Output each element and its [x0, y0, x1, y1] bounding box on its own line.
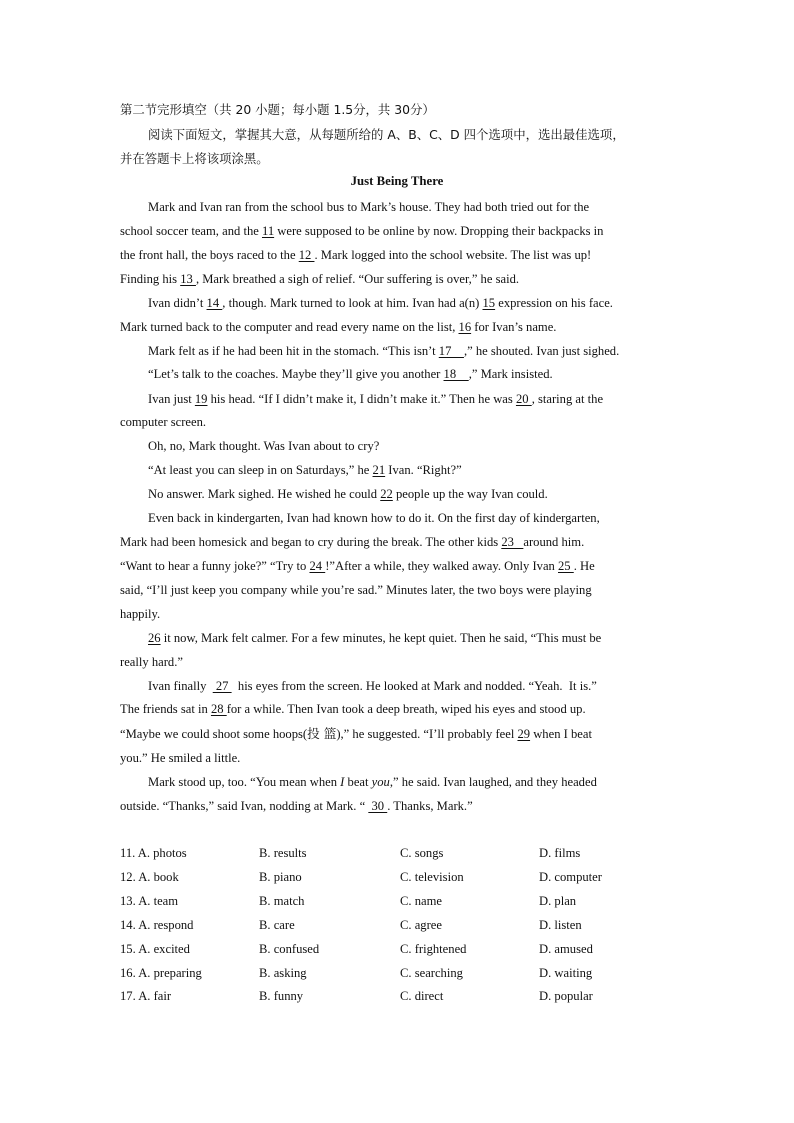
text: . Mark logged into the school website. The list was up! — [314, 248, 592, 262]
option-d: D. computer — [539, 870, 602, 884]
option-row-14 — [120, 918, 680, 934]
text: for Ivan’s name. — [471, 320, 557, 334]
option-d: D. films — [539, 846, 581, 860]
blank-25: 25 — [558, 559, 574, 573]
option-row-16 — [120, 966, 680, 982]
passage-line — [120, 701, 675, 717]
blank-12: 12 — [298, 248, 315, 262]
option-d: D. listen — [539, 918, 582, 932]
option-b: B. funny — [259, 989, 304, 1003]
option-d: D. plan — [539, 894, 577, 908]
blank-17: 17 — [438, 344, 464, 358]
text: his head. “If I didn’t make it, I didn’t make it.” Then he was — [207, 392, 516, 406]
passage-line — [120, 319, 675, 335]
passage-line — [148, 199, 675, 215]
passage-line — [148, 391, 675, 407]
blank-27: 27 — [212, 679, 232, 693]
blank-21: 21 — [372, 463, 386, 477]
passage-title: Just Being There — [350, 174, 444, 188]
passage-line — [148, 438, 675, 454]
option-a: 11. A. photos — [120, 846, 187, 860]
passage-line — [120, 798, 675, 814]
blank-20: 20 — [515, 392, 532, 406]
passage-line — [120, 606, 675, 622]
passage-line — [148, 510, 675, 526]
passage-line — [148, 343, 675, 359]
passage-line — [120, 582, 675, 598]
text: Ivan didn’t — [148, 296, 207, 310]
passage-line — [120, 414, 675, 430]
option-a: 15. A. excited — [120, 942, 190, 956]
option-row-17 — [120, 989, 680, 1005]
option-b: B. asking — [259, 966, 307, 980]
section-heading: 第二节完形填空（共 20 小题；每小题 1.5分，共 30分） — [120, 102, 435, 117]
text: . Thanks, Mark.” — [387, 799, 473, 813]
text: The friends sat in — [120, 702, 211, 716]
text: Oh, no, Mark thought. Was Ivan about to cry? — [148, 439, 380, 453]
text: !”After a while, they walked away. Only Ivan — [325, 559, 558, 573]
blank-11: 11 — [261, 224, 275, 238]
blank-29: 29 — [517, 727, 531, 741]
blank-26: 26 — [148, 631, 161, 645]
text: school soccer team, and the — [120, 224, 262, 238]
option-c: C. agree — [400, 918, 442, 932]
text: outside. “Thanks,” said Ivan, nodding at Mark. “ — [120, 799, 369, 813]
option-a: 12. A. book — [120, 870, 179, 884]
text: , though. Mark turned to look at him. Ivan had a(n) — [222, 296, 483, 310]
blank-22: 22 — [380, 487, 393, 501]
option-b: B. match — [259, 894, 305, 908]
text: Mark stood up, too. “You mean when — [148, 775, 341, 789]
blank-18: 18 — [443, 367, 469, 381]
instruction-line: 并在答题卡上将该项涂黑。 — [120, 151, 269, 166]
text: ,” he shouted. Ivan just sighed. — [463, 344, 620, 358]
chinese-gloss: 投 篮 — [307, 726, 337, 741]
passage-line — [120, 750, 675, 766]
passage-line — [148, 462, 675, 478]
option-b: B. results — [259, 846, 307, 860]
text: happily. — [120, 607, 161, 621]
emphasis: I — [340, 775, 345, 789]
option-row-11 — [120, 846, 680, 862]
passage-line — [148, 678, 675, 694]
option-d: D. popular — [539, 989, 593, 1003]
text: Ivan. “Right?” — [385, 463, 462, 477]
option-b: B. confused — [259, 942, 320, 956]
option-a: 17. A. fair — [120, 989, 172, 1003]
option-a: 14. A. respond — [120, 918, 194, 932]
option-d: D. waiting — [539, 966, 593, 980]
passage-line — [120, 534, 675, 550]
blank-14: 14 — [206, 296, 223, 310]
emphasis: you — [371, 775, 390, 789]
option-row-13 — [120, 894, 680, 910]
option-c: C. direct — [400, 989, 444, 1003]
text: beat — [344, 775, 372, 789]
blank-28: 28 — [210, 702, 227, 716]
passage-line — [148, 295, 675, 311]
text: ,” Mark insisted. — [468, 367, 553, 381]
option-d: D. amused — [539, 942, 593, 956]
text: Even back in kindergarten, Ivan had known how to do it. On the first day of kindergarten, — [148, 511, 600, 525]
passage-line — [120, 271, 675, 287]
text: the front hall, the boys raced to the — [120, 248, 299, 262]
text: Mark felt as if he had been hit in the stomach. “This isn’t — [148, 344, 439, 358]
text: Ivan just — [148, 392, 195, 406]
text: . He — [573, 559, 595, 573]
text: expression on his face. — [495, 296, 613, 310]
option-c: C. frightened — [400, 942, 467, 956]
text: said, “I’ll just keep you company while you’re sad.” Minutes later, the two boys were playing — [120, 583, 592, 597]
text: Mark turned back to the computer and read every name on the list, — [120, 320, 459, 334]
text: Mark had been homesick and began to cry during the break. The other kids — [120, 535, 502, 549]
blank-16: 16 — [458, 320, 472, 334]
text: computer screen. — [120, 415, 207, 429]
text: you.” He smiled a little. — [120, 751, 241, 765]
blank-24: 24 — [309, 559, 326, 573]
text: when I beat — [530, 727, 592, 741]
text: “Let’s talk to the coaches. Maybe they’ll give you another — [148, 367, 444, 381]
text: ),” he suggested. “I’ll probably feel — [336, 727, 518, 741]
text: ,” he said. Ivan laughed, and they headed — [389, 775, 597, 789]
passage-line — [120, 726, 675, 742]
text: for a while. Then Ivan took a deep breath, wiped his eyes and stood up. — [226, 702, 586, 716]
text: really hard.” — [120, 655, 183, 669]
passage-line — [120, 654, 675, 670]
passage-line — [120, 223, 675, 239]
blank-30: 30 — [368, 799, 388, 813]
passage-line — [148, 486, 675, 502]
text: it now, Mark felt calmer. For a few minutes, he kept quiet. Then he said, “This must be — [160, 631, 602, 645]
passage-line — [120, 558, 675, 574]
text: “Want to hear a funny joke?” “Try to — [120, 559, 310, 573]
passage-line — [148, 774, 675, 790]
blank-23: 23 — [501, 535, 524, 549]
blank-15: 15 — [482, 296, 496, 310]
text: Ivan finally — [148, 679, 213, 693]
option-c: C. songs — [400, 846, 444, 860]
text: Finding his — [120, 272, 181, 286]
option-b: B. piano — [259, 870, 302, 884]
text: , Mark breathed a sigh of relief. “Our suffering is over,” he said. — [195, 272, 520, 286]
blank-13: 13 — [180, 272, 196, 286]
text: people up the way Ivan could. — [392, 487, 548, 501]
text: were supposed to be online by now. Dropping their backpacks in — [274, 224, 604, 238]
option-row-15 — [120, 942, 680, 958]
text: No answer. Mark sighed. He wished he could — [148, 487, 381, 501]
text: Mark and Ivan ran from the school bus to Mark’s house. They had both tried out for the — [148, 200, 590, 214]
option-c: C. searching — [400, 966, 463, 980]
passage-line — [148, 366, 675, 382]
passage-line — [120, 247, 675, 263]
option-a: 13. A. team — [120, 894, 179, 908]
option-c: C. television — [400, 870, 464, 884]
text: , staring at the — [531, 392, 604, 406]
option-a: 16. A. preparing — [120, 966, 202, 980]
option-b: B. care — [259, 918, 295, 932]
text: around him. — [523, 535, 585, 549]
text: his eyes from the screen. He looked at Mark and nodded. “Yeah. It is.” — [231, 679, 597, 693]
instruction-line: 阅读下面短文，掌握其大意，从每题所给的 A、B、C、D 四个选项中，选出最佳选项， — [148, 127, 625, 142]
blank-19: 19 — [194, 392, 208, 406]
passage-line — [148, 630, 675, 646]
option-row-12 — [120, 870, 680, 886]
text: “Maybe we could shoot some hoops( — [120, 727, 308, 741]
text: “At least you can sleep in on Saturdays,” he — [148, 463, 373, 477]
option-c: C. name — [400, 894, 442, 908]
